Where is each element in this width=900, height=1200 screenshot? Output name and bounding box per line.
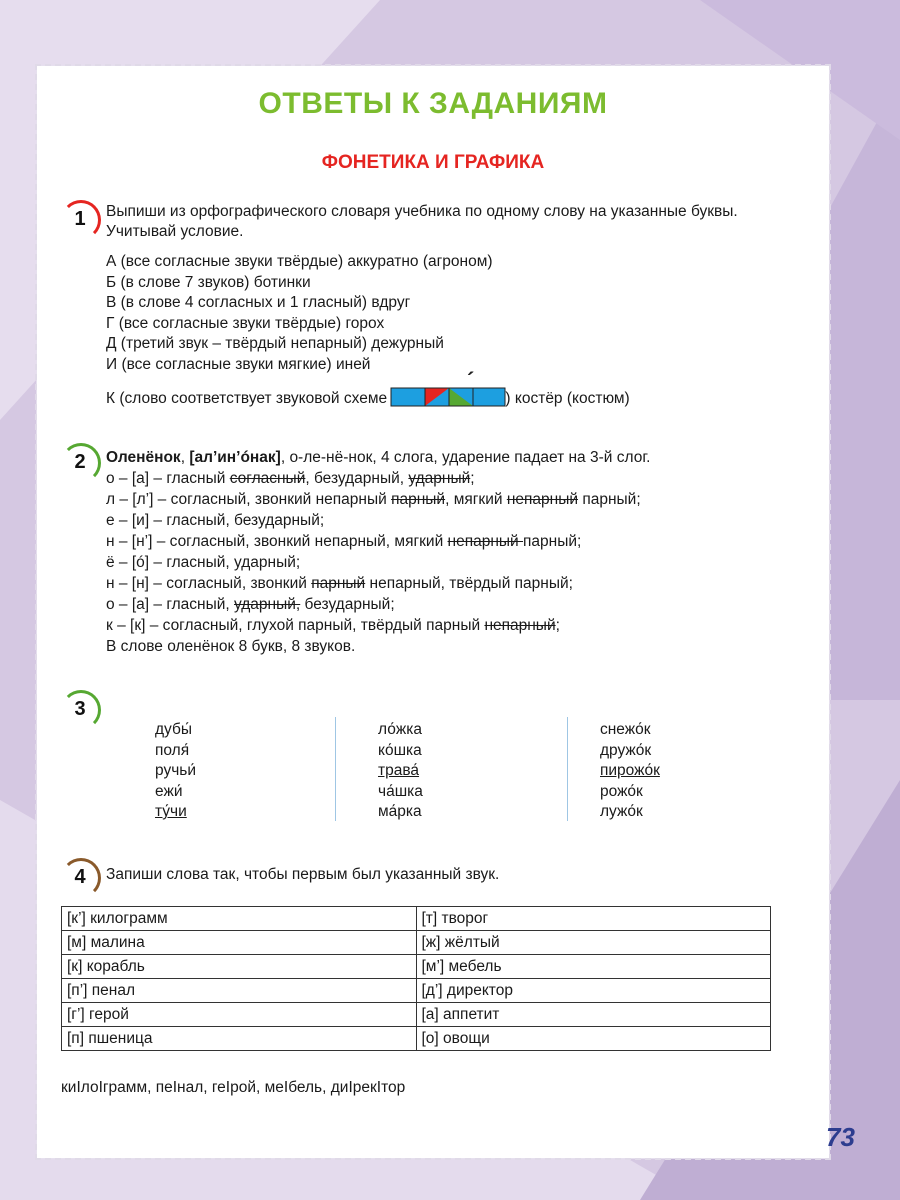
table-cell: [г’] герой	[62, 1003, 417, 1027]
task2-line: о – [а] – гласный согласный, безударный, ударный;	[106, 470, 475, 487]
task1-answer: Б (в слове 7 звуков) ботинки	[106, 273, 311, 291]
word-underlined: пирожо́к	[600, 762, 660, 779]
page-title: ОТВЕТЫ К ЗАДАНИЯМ	[258, 87, 608, 120]
table-cell: [м’] мебель	[416, 955, 771, 979]
word: ма́рка	[378, 803, 422, 820]
word: ручьи́	[155, 762, 197, 779]
task2-line: о – [а] – гласный, ударный, безударный;	[106, 596, 395, 613]
table-row	[62, 955, 771, 979]
word: дубы́	[155, 721, 192, 738]
task2-line: к – [к] – согласный, глухой парный, твёрдый парный непарный;	[106, 617, 560, 634]
word-underlined: ту́чи	[155, 803, 187, 820]
answer-page	[43, 72, 823, 1152]
table-cell: [ж] жёлтый	[416, 931, 771, 955]
task-number-1: 1	[63, 202, 97, 236]
table-cell: [к] корабль	[62, 955, 417, 979]
word: рожо́к	[600, 782, 643, 800]
word: поля́	[155, 741, 190, 759]
task1-answer: И (все согласные звуки мягкие) иней	[106, 355, 371, 373]
task1-answer: Д (третий звук – твёрдый непарный) дежурный	[106, 335, 444, 352]
table-cell: [п’] пенал	[62, 979, 417, 1003]
table-row	[62, 931, 771, 955]
table-row	[62, 1027, 771, 1051]
word: снежо́к	[600, 721, 651, 738]
task1-answer: Г (все согласные звуки твёрдые) горох	[106, 314, 385, 332]
task2-line: е – [и] – гласный, безударный;	[106, 512, 325, 529]
task-number-3: 3	[63, 692, 97, 726]
stress-mark: ´	[467, 368, 475, 393]
task4-footer: киIлоIграмм, пеIнал, геIрой, меIбель, диIрекIтор	[61, 1079, 406, 1096]
task4-question: Запиши слова так, чтобы первым был указанный звук.	[106, 866, 500, 883]
k-text-after: ) костёр (костюм)	[505, 390, 630, 407]
table-cell: [о] овощи	[416, 1027, 771, 1051]
column-divider	[335, 717, 336, 821]
sound-table	[61, 906, 771, 1051]
task2-line: н – [н’] – согласный, звонкий непарный, мягкий непарный парный;	[106, 533, 582, 550]
table-cell: [п] пшеница	[62, 1027, 417, 1051]
page-number: 73	[826, 1122, 855, 1152]
table-cell: [м] малина	[62, 931, 417, 955]
table-cell: [а] аппетит	[416, 1003, 771, 1027]
table-row	[62, 979, 771, 1003]
task2-line: ё – [ó] – гласный, ударный;	[106, 554, 301, 571]
k-text-before: К (слово соответствует звуковой схеме	[106, 390, 392, 407]
word: дружо́к	[600, 741, 652, 759]
word: ло́жка	[378, 721, 422, 738]
word: ко́шка	[378, 741, 422, 759]
word: лужо́к	[600, 803, 643, 820]
section-title: ФОНЕТИКА И ГРАФИКА	[321, 152, 545, 173]
task1-answer: А (все согласные звуки твёрдые) аккуратно (агроном)	[106, 253, 493, 270]
task1-question-line1: Выпиши из орфографического словаря учебника по одному слову на указанные буквы.	[106, 203, 738, 220]
sound-scheme	[391, 368, 505, 408]
table-cell: [т] творог	[416, 907, 771, 931]
table-row	[62, 1003, 771, 1027]
table-cell: [к’] килограмм	[62, 907, 417, 931]
task2-line: н – [н] – согласный, звонкий парный непарный, твёрдый парный;	[106, 575, 573, 592]
task2-line: Оленёнок, [ал’ин’óнак], о-ле-нё-нок, 4 слога, ударение падает на 3-й слог.	[106, 449, 651, 466]
task1-question-line2: Учитывай условие.	[106, 223, 244, 240]
word: ежи́	[155, 782, 183, 800]
task-number-2: 2	[63, 445, 97, 479]
task-number-4: 4	[63, 860, 97, 894]
table-row	[62, 907, 771, 931]
task1-answer-k	[106, 368, 630, 410]
table-cell: [д’] директор	[416, 979, 771, 1003]
task1-answer: В (в слове 4 согласных и 1 гласный) вдруг	[106, 294, 411, 311]
task2-line: л – [л’] – согласный, звонкий непарный парный, мягкий непарный парный;	[106, 491, 641, 508]
word-underlined: трава́	[378, 762, 420, 779]
word: ча́шка	[378, 782, 423, 800]
column-divider	[567, 717, 568, 821]
task2-line: В слове оленёнок 8 букв, 8 звуков.	[106, 638, 356, 655]
